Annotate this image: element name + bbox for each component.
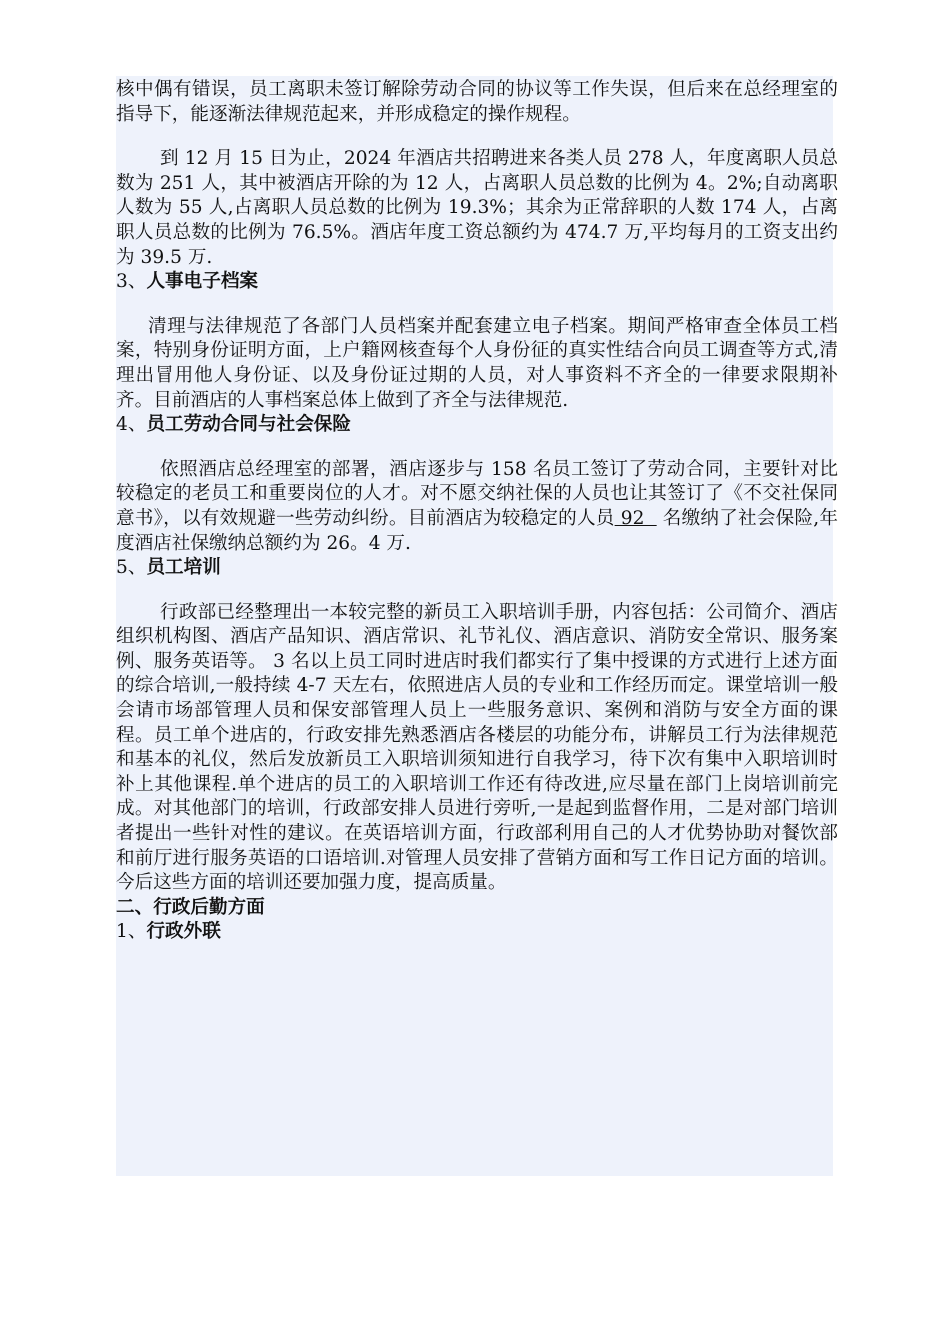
heading-title: 二、行政后勤方面 — [116, 896, 265, 918]
heading-number: 3、 — [116, 271, 147, 293]
heading-title: 人事电子档案 — [146, 271, 259, 293]
paragraph-labor-contract — [116, 458, 838, 556]
document-body — [116, 78, 838, 945]
heading-number: 4、 — [116, 414, 147, 436]
heading-section-two — [116, 896, 838, 921]
heading-title: 员工劳动合同与社会保险 — [146, 414, 351, 436]
heading-staff-training — [116, 556, 838, 581]
heading-personnel-archives — [116, 270, 838, 295]
paragraph-personnel-archives: 清理与法律规范了各部门人员档案并配套建立电子档案。期间严格审查全体员工档案，特别身份证明方面，上户籍网核查每个人身份征的真实性结合向员工调查等方式,清理出冒用他人身份证、以及身份证过期的人员，对人事资料不齐全的一律要求限期补齐。目前酒店的人事档案总体上做到了齐全与法律规范. — [116, 315, 838, 411]
heading-number: 1、 — [116, 921, 147, 943]
paragraph-staff-training: 行政部已经整理出一本较完整的新员工入职培训手册，内容包括：公司简介、酒店组织机构图、酒店产品知识、酒店常识、礼节礼仪、酒店意识、消防安全常识、服务案例、服务英语等。 3 名以上员工同时进店时我们都实行了集中授课的方式进行上述方面的综合培训,一般持续 4-7 天左右，依照进店人员的专业和工作经历而定。课堂培训一般会请市场部管理人员和保安部管理人员上一些服务意识、案例和消防与安全方面的课程。员工单个进店的，行政安排先熟悉酒店各楼层的功能分布，讲解员工行为法律规范和基本的礼仪，然后发放新员工入职培训须知进行自我学习，待下次有集中入职培训时补上其他课程.单个进店的员工的入职培训工作还有待改进,应尽量在部门上岗培训前完成。对其他部门的培训，行政部安排人员进行旁听,一是起到监督作用，二是对部门培训者提出一些针对性的建议。在英语培训方面，行政部利用自己的人才优势协助对餐饮部和前厅进行服务英语的口语培训.对管理人员安排了营销方面和写工作日记方面的培训。今后这些方面的培训还要加强力度，提高质量。 — [116, 601, 838, 894]
paragraph-text: 名缴纳了社会保险,年度酒店社保缴纳总额约为 26。4 万. — [116, 507, 838, 554]
paragraph-text: 依照酒店总经理室的部署，酒店逐步与 158 名员工签订了劳动合同，主要针对比较稳定的老员工和重要岗位的人才。对不愿交纳社保的人员也让其签订了《不交社保同意书》，以有效规避一些劳动纠纷。目前酒店为较稳定的人员 — [116, 458, 838, 529]
paragraph-staff-statistics: 到 12 月 15 日为止，2024 年酒店共招聘进来各类人员 278 人，年度离职人员总数为 251 人，其中被酒店开除的为 12 人，占离职人员总数的比例为 4。2%;自动离职人数为 55 人,占离职人员总数的比例为 19.3%；其余为正常辞职的人数 174 人，占离职人员总数的比例为 76.5%。酒店年度工资总额约为 474.7 万,平均每月的工资支出约为 39.5 万. — [116, 148, 838, 268]
heading-admin-liaison — [116, 920, 838, 945]
heading-title: 员工培训 — [146, 557, 221, 579]
paragraph-continuation: 核中偶有错误，员工离职未签订解除劳动合同的协议等工作失误，但后来在总经理室的指导下，能逐渐法律规范起来，并形成稳定的操作规程。 — [116, 79, 838, 125]
filled-blank: 92 — [614, 507, 657, 529]
heading-labor-contract — [116, 413, 838, 438]
heading-title: 行政外联 — [146, 921, 221, 943]
heading-number: 5、 — [116, 557, 147, 579]
